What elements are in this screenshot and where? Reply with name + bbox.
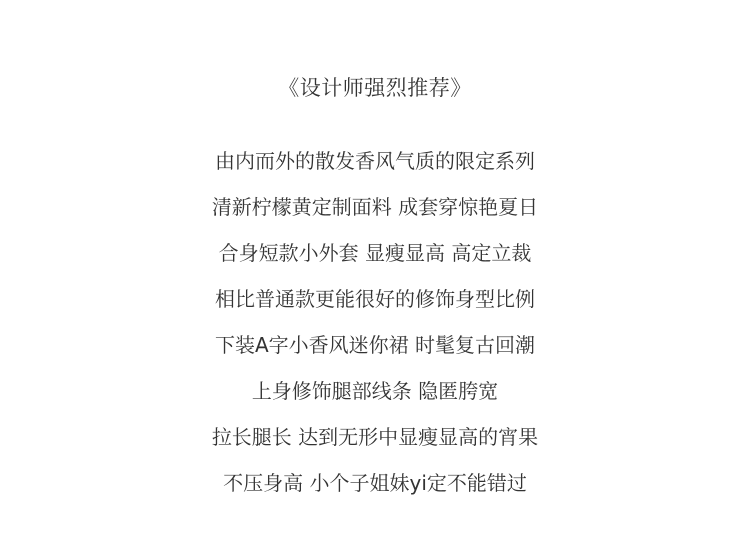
page-title: 《设计师强烈推荐》 — [278, 76, 472, 100]
description-line: 合身短款小外套 显瘦显高 高定立裁 — [218, 241, 532, 265]
description-line: 不压身高 小个子姐妹yi定不能错过 — [223, 471, 527, 495]
description-line: 相比普通款更能很好的修饰身型比例 — [215, 287, 535, 311]
description-line: 上身修饰腿部线条 隐匿胯宽 — [251, 379, 499, 403]
description-line: 下装A字小香风迷你裙 时髦复古回潮 — [214, 333, 536, 357]
description-line: 由内而外的散发香风气质的限定系列 — [215, 149, 535, 173]
description-line: 拉长腿长 达到无形中显瘦显高的宵果 — [211, 425, 539, 449]
description-text-block — [0, 145, 750, 513]
description-line: 清新柠檬黄定制面料 成套穿惊艳夏日 — [211, 195, 539, 219]
